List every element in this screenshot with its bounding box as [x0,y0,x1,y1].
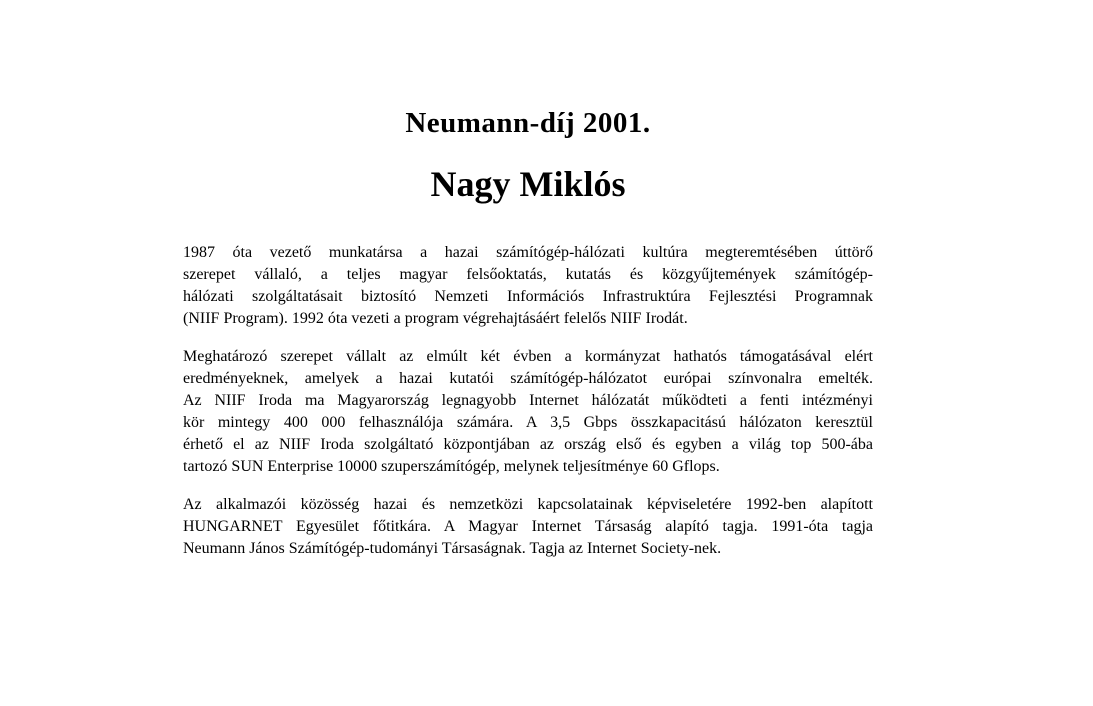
body-line: kör mintegy 400 000 felhasználója számára. A 3,5 Gbps összkapacitású hálózaton keresztül [183,414,873,431]
body-line: Az NIIF Iroda ma Magyarország legnagyobb Internet hálózatát működteti a fenti intézményi [183,392,873,409]
body-line: hálózati szolgáltatásait biztosító Nemzeti Információs Infrastruktúra Fejlesztési Programnak [183,288,873,305]
document-title: Neumann-díj 2001. [405,107,651,139]
paragraph [183,494,873,560]
paragraph [183,242,873,330]
body-line: Meghatározó szerepet vállalt az elmúlt két évben a kormányzat hathatós támogatásával elért [183,348,873,365]
body-line: Neumann János Számítógép-tudományi Társaságnak. Tagja az Internet Society-nek. [183,540,722,557]
body-line: Az alkalmazói közösség hazai és nemzetközi kapcsolatainak képviseletére 1992-ben alapított [183,496,873,513]
body-line: (NIIF Program). 1992 óta vezeti a program végrehajtásáért felelős NIIF Irodát. [183,310,688,327]
body-line: szerepet vállaló, a teljes magyar felsőoktatás, kutatás és közgyűjtemények számítógép- [183,266,873,283]
paragraph [183,346,873,478]
body-line: érhető el az NIIF Iroda szolgáltató központjában az ország első és egyben a világ top 500-ába [183,436,873,453]
body-line: tartozó SUN Enterprise 10000 szuperszámítógép, melynek teljesítménye 60 Gflops. [183,458,720,475]
body-line: 1987 óta vezető munkatársa a hazai számítógép-hálózati kultúra megteremtésében úttörő [183,244,873,261]
document-subtitle: Nagy Miklós [430,164,626,204]
document-content [183,106,873,560]
document-body [183,242,873,560]
body-line: HUNGARNET Egyesület főtitkára. A Magyar Internet Társaság alapító tagja. 1991-óta tagja [183,518,873,535]
body-line: eredményeknek, amelyek a hazai kutatói számítógép-hálózatot európai színvonalra emelték. [183,370,873,387]
